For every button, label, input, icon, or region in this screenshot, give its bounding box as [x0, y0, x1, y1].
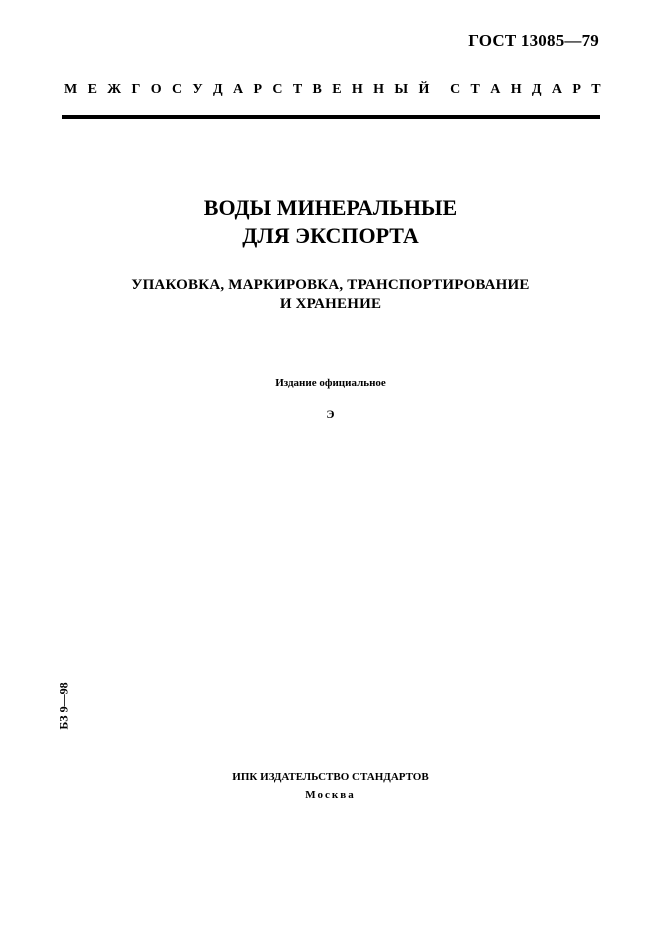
side-catalog-code: БЗ 9—98	[56, 682, 71, 730]
standard-type-letter: Й	[418, 82, 430, 97]
standard-type-letter: Ы	[394, 82, 409, 97]
standard-type-letter: Н	[510, 82, 522, 97]
title-line-1: ВОДЫ МИНЕРАЛЬНЫЕ	[203, 195, 458, 220]
publisher-city: Москва	[305, 789, 356, 801]
publisher-name: ИПК ИЗДАТЕЛЬСТВО СТАНДАРТОВ	[232, 771, 429, 783]
standard-type-letter: Р	[253, 82, 263, 97]
subtitle-line-1: УПАКОВКА, МАРКИРОВКА, ТРАНСПОРТИРОВАНИЕ	[131, 277, 530, 293]
standard-type-letter: Т	[470, 82, 480, 97]
standard-type-letter: Г	[131, 82, 141, 97]
standard-type-letter: А	[233, 82, 244, 97]
standard-type-letter: А	[490, 82, 501, 97]
edition-label: Издание официальное	[275, 377, 386, 389]
document-code: ГОСТ 13085—79	[468, 31, 599, 50]
standard-type-letter: С	[272, 82, 283, 97]
standard-type-letter: С	[171, 82, 183, 97]
title-line-2: ДЛЯ ЭКСПОРТА	[242, 223, 419, 248]
standard-type-letter: У	[192, 82, 203, 97]
standard-type-letter: Т	[591, 82, 601, 97]
standard-type-letter: В	[312, 82, 322, 97]
standard-type-heading	[64, 82, 601, 98]
standard-type-letter: Н	[373, 82, 385, 97]
standard-type-letter: М	[64, 82, 78, 97]
header-divider	[62, 115, 600, 119]
subtitle-line-2: И ХРАНЕНИЕ	[279, 296, 382, 312]
standard-type-letter: Н	[351, 82, 363, 97]
standard-type-letter: Е	[332, 82, 342, 97]
export-mark: Э	[326, 407, 335, 421]
standard-type-letter: О	[150, 82, 162, 97]
standard-type-letter: Ж	[107, 82, 122, 97]
standard-type-letter: Е	[87, 82, 97, 97]
standard-type-letter: Д	[531, 82, 542, 97]
document-subtitle	[0, 276, 661, 314]
standard-type-letter: Т	[292, 82, 303, 97]
document-title	[0, 194, 661, 250]
standard-type-letter: Р	[572, 82, 581, 97]
standard-type-letter: С	[450, 82, 461, 97]
standard-type-letter: А	[551, 82, 563, 97]
standard-type-letter: Д	[213, 82, 223, 97]
